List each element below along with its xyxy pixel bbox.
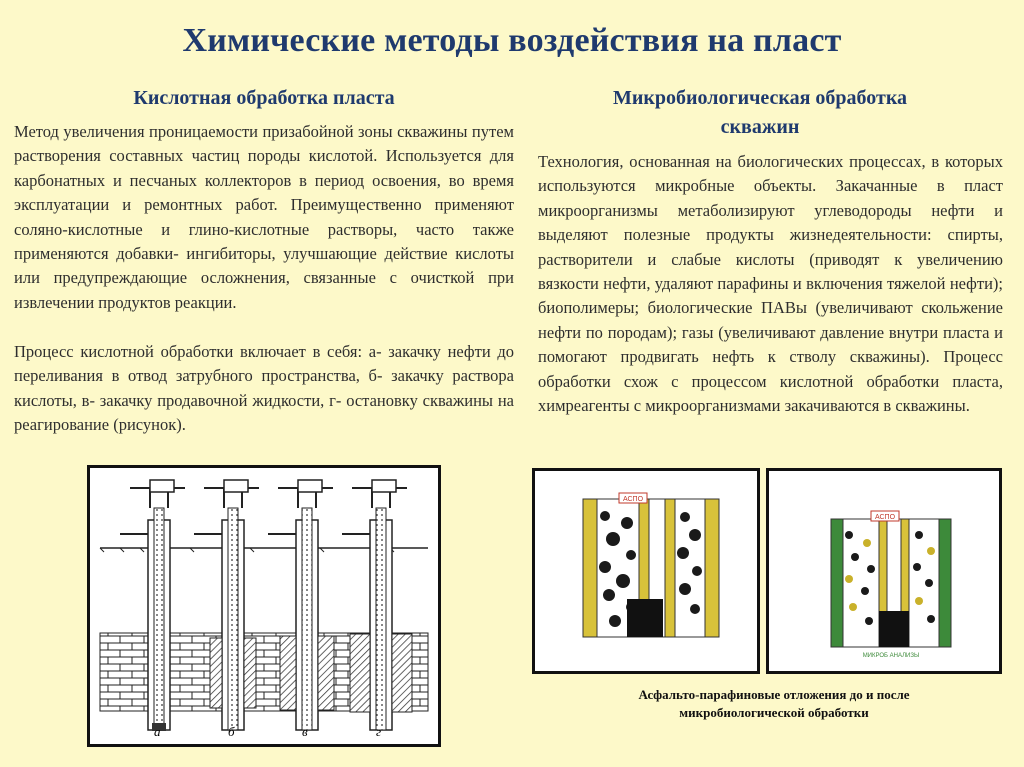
photo2-label: АСПО (874, 514, 896, 521)
label-g: г (376, 724, 382, 739)
right-heading-line2: скважин (720, 116, 800, 138)
caption-line2: микробиологической обработки (679, 705, 869, 720)
photo2-bottom-label: МИКРОБ АНАЛИЗЫ (862, 653, 920, 659)
left-paragraph-2: Процесс кислотной обработки включает в себя: а- закачку нефти до переливания в отвод затрубного пространства, б- закачку раствора кислоты, в- закачку продавочной жидкости, г- остановку скважины на реагирование (рисунок). (14, 342, 514, 435)
right-heading (535, 84, 985, 142)
label-v: в (302, 724, 308, 739)
label-a: а (154, 724, 161, 739)
photo1-label: АСПО (622, 496, 644, 503)
label-b: б (228, 724, 235, 739)
well-diagram (90, 468, 438, 744)
aspo-after-photo (766, 468, 1002, 674)
figure-caption (560, 686, 988, 722)
aspo-before-photo (532, 468, 760, 674)
well-g (342, 480, 412, 730)
left-heading: Кислотная обработка пласта (133, 87, 395, 109)
left-paragraph-1: Метод увеличения проницаемости призабойной зоны скважины путем растворения составных частиц породы кислотой. Используется для карбонатных и песчаных коллекторов в период освоения, во время эксплуатации и ремонтных работ. Преимущественно применяют соляно-кислотные и глино-кислотные растворы, часто также применяются добавки- ингибиторы, улучшающие действие кислоты или предупреждающие осложнения, связанные с очисткой при извлечении продуктов реакции. (14, 122, 514, 312)
caption-line1: Асфальто-парафиновые отложения до и после (638, 687, 910, 702)
right-heading-line1: Микробиологическая обработка (612, 87, 908, 109)
acid-treatment-figure (87, 465, 441, 747)
right-paragraph: Технология, основанная на биологических процессах, в которых используются микробные объекты. Закачанные в пласт микроорганизмы метаболизируют углеводороды нефти и выделяют полезные продукты жизнедеятельности: спирты, растворители и слабые кислоты (приводят к увеличению вязкости нефти, удаляют парафины и включения тяжелой нефти); биополимеры; биологические ПАВы (увеличивают скольжение нефти по породам); газы (увеличивают давление внутри пласта и помогают продвигать нефть к стволу скважины). Процесс обработки схож с процессом кислотной обработки пласта, химреагенты с микроорганизмами закачиваются в скважины. (538, 152, 1003, 416)
slide-title: Химические методы воздействия на пласт (182, 22, 842, 59)
